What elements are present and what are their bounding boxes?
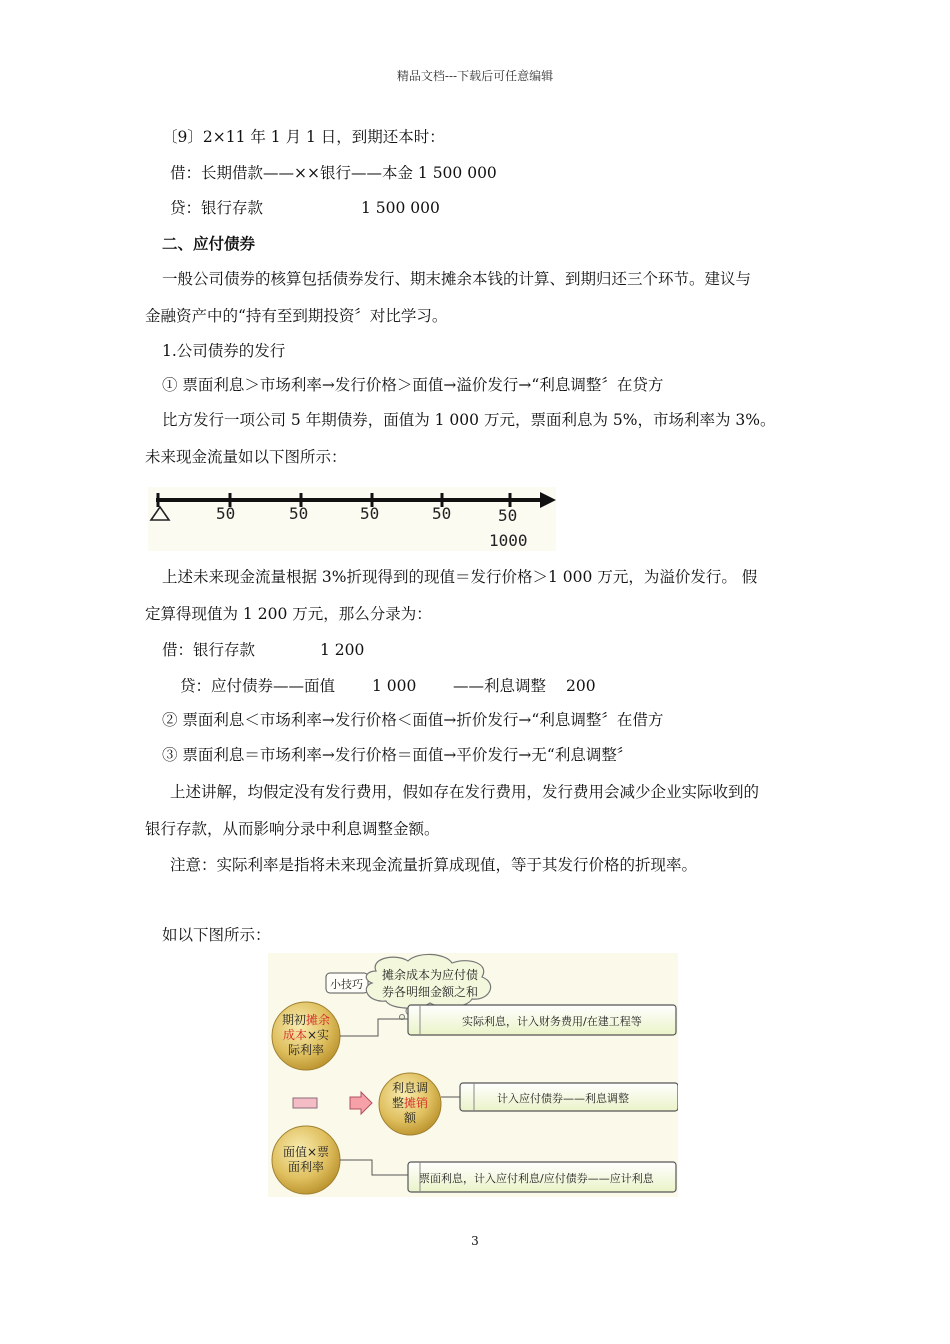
- journal-entry-amount: 1 000: [372, 677, 417, 695]
- journal-entry-credit: 贷：应付债券——面值: [180, 677, 336, 695]
- figure-caption: 如以下图所示：: [162, 926, 271, 944]
- note-line: 注意：实际利率是指将未来现金流量折算成现值，等于其发行价格的折现率。: [170, 856, 698, 874]
- section-heading: 二、应付债券: [162, 234, 256, 253]
- paragraph-line: 定算得现值为 1 200 万元，那么分录为：: [145, 605, 432, 623]
- paragraph-line: 银行存款，从而影响分录中利息调整金额。: [145, 820, 440, 838]
- cash-flow-value: 50: [216, 504, 236, 523]
- list-item: ① 票面利息＞市场利率→发行价格＞面值→溢价发行→“利息调整〞在贷方: [162, 376, 664, 394]
- paragraph-line: 比方发行一项公司 5 年期债券，面值为 1 000 万元，票面利息为 5%，市场利率为 3%。: [162, 411, 776, 429]
- paragraph-line: 未来现金流量如以下图所示：: [145, 448, 347, 466]
- cloud-text: 摊余成本为应付债: [382, 968, 479, 982]
- cash-flow-value: 50: [498, 506, 518, 525]
- journal-entry-amount: 1 500 000: [361, 199, 440, 217]
- box-interest-adjustment: 计入应付债券——利息调整: [497, 1092, 629, 1105]
- circle-face-rate: 面值×票 面利率: [282, 1145, 330, 1174]
- text-line: 〔9〕2×11 年 1 月 1 日，到期还本时：: [162, 128, 445, 146]
- circle-interest-adjustment: 利息调 整摊销 额: [391, 1081, 429, 1125]
- list-item: ③ 票面利息＝市场利率→发行价格＝面值→平价发行→无“利息调整〞: [162, 746, 633, 764]
- journal-entry-credit: 贷：银行存款: [170, 199, 264, 217]
- journal-entry-amount: 1 200: [320, 641, 365, 659]
- journal-entry-amount: 200: [566, 677, 596, 695]
- cash-flow-value: 50: [360, 504, 380, 523]
- list-item: ② 票面利息＜市场利率→发行价格＜面值→折价发行→“利息调整〞在借方: [162, 711, 664, 729]
- amortization-diagram: [268, 953, 678, 1197]
- page-header: 精品文档---下载后可任意编辑: [396, 69, 554, 83]
- journal-entry-debit: 借：银行存款: [162, 641, 256, 659]
- circle-opening-amortized-cost: 期初摊余 成本×实 际利率: [281, 1013, 331, 1057]
- box-coupon-interest: 票面利息，计入应付利息/应付债券——应计利息: [419, 1172, 654, 1185]
- tip-label: 小技巧: [330, 978, 363, 991]
- cash-flow-timeline: [148, 487, 556, 551]
- page-number: 3: [471, 1234, 479, 1248]
- paragraph-line: 上述未来现金流量根据 3%折现得到的现值＝发行价格＞1 000 万元，为溢价发行。 假: [162, 568, 758, 586]
- cash-flow-value: 50: [432, 504, 452, 523]
- cash-flow-value: 50: [289, 504, 309, 523]
- subheading: 1.公司债券的发行: [162, 342, 286, 360]
- paragraph-line: 上述讲解，均假定没有发行费用，假如存在发行费用，发行费用会减少企业实际收到的: [170, 783, 760, 801]
- principal-value: 1000: [489, 531, 528, 550]
- paragraph-line: 金融资产中的“持有至到期投资〞对比学习。: [145, 307, 448, 325]
- box-actual-interest: 实际利息，计入财务费用/在建工程等: [462, 1015, 642, 1028]
- paragraph-line: 一般公司债券的核算包括债券发行、期末摊余本钱的计算、到期归还三个环节。建议与: [162, 270, 752, 288]
- cloud-text: 券各明细金额之和: [382, 985, 479, 999]
- journal-entry-credit: ——利息调整: [453, 677, 547, 695]
- journal-entry-debit: 借：长期借款——××银行——本金 1 500 000: [170, 164, 497, 182]
